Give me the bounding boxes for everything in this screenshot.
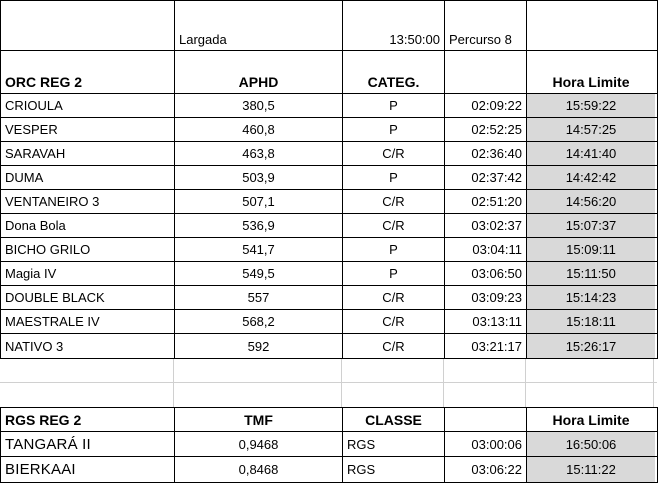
tempo-cell: 03:02:37 — [445, 214, 527, 237]
boat-name-cell: TANGARÁ II — [1, 432, 175, 456]
categ-cell: C/R — [343, 190, 445, 213]
hora-limite-header: Hora Limite — [552, 74, 630, 90]
tempo-cell: 03:06:50 — [445, 262, 527, 285]
spacer-row — [0, 383, 657, 407]
table-row — [1, 142, 657, 166]
categ-cell: C/R — [343, 214, 445, 237]
hora-limite-cell: 15:18:11 — [527, 310, 655, 333]
table-row — [1, 334, 657, 358]
table-row — [1, 432, 657, 457]
aphd-cell: 557 — [175, 286, 343, 309]
tmf-cell: 0,8468 — [175, 457, 343, 482]
tmf-header: TMF — [175, 408, 343, 431]
boat-name-cell: BIERKAAI — [1, 457, 175, 482]
classe-cell: RGS — [343, 457, 445, 482]
info-empty-cell — [1, 1, 175, 50]
hora-limite-cell: 14:57:25 — [527, 118, 655, 141]
spacer-rows — [0, 359, 657, 407]
rgs-header-row — [1, 408, 657, 432]
hora-limite-cell: 15:14:23 — [527, 286, 655, 309]
aphd-cell: 380,5 — [175, 94, 343, 117]
aphd-cell: 503,9 — [175, 166, 343, 189]
hora-limite-cell: 14:56:20 — [527, 190, 655, 213]
boat-name-cell: Magia IV — [1, 262, 175, 285]
orc-class-header: ORC REG 2 — [1, 51, 175, 93]
categ-cell: C/R — [343, 334, 445, 358]
table-row — [1, 166, 657, 190]
orc-header-row — [1, 51, 657, 94]
categ-cell: P — [343, 118, 445, 141]
boat-name-cell: DOUBLE BLACK — [1, 286, 175, 309]
table-row — [1, 190, 657, 214]
tempo-cell: 03:21:17 — [445, 334, 527, 358]
aphd-cell: 536,9 — [175, 214, 343, 237]
hora-limite-header: Hora Limite — [552, 411, 630, 428]
table-row — [1, 94, 657, 118]
aphd-cell: 463,8 — [175, 142, 343, 165]
hora-limite-cell: 15:07:37 — [527, 214, 655, 237]
categ-cell: C/R — [343, 286, 445, 309]
boat-name-cell: VENTANEIRO 3 — [1, 190, 175, 213]
tempo-cell: 03:06:22 — [445, 457, 527, 482]
boat-name-cell: DUMA — [1, 166, 175, 189]
table-row — [1, 118, 657, 142]
categ-cell: P — [343, 94, 445, 117]
start-time-value: 13:50:00 — [343, 1, 445, 50]
boat-name-cell: VESPER — [1, 118, 175, 141]
tempo-cell: 03:04:11 — [445, 238, 527, 261]
categ-header: CATEG. — [343, 51, 445, 93]
table-row — [1, 214, 657, 238]
tempo-cell: 02:36:40 — [445, 142, 527, 165]
percurso-label: Percurso 8 — [445, 1, 527, 50]
boat-name-cell: BICHO GRILO — [1, 238, 175, 261]
categ-cell: C/R — [343, 142, 445, 165]
tempo-header-empty — [445, 408, 527, 431]
aphd-cell: 507,1 — [175, 190, 343, 213]
classe-cell: RGS — [343, 432, 445, 456]
boat-name-cell: CRIOULA — [1, 94, 175, 117]
hora-limite-cell: 14:41:40 — [527, 142, 655, 165]
tempo-cell: 03:09:23 — [445, 286, 527, 309]
spacer-row — [0, 359, 657, 383]
tempo-cell: 02:09:22 — [445, 94, 527, 117]
table-row — [1, 286, 657, 310]
tempo-cell: 02:51:20 — [445, 190, 527, 213]
hora-limite-cell: 15:26:17 — [527, 334, 655, 358]
aphd-cell: 541,7 — [175, 238, 343, 261]
boat-name-cell: SARAVAH — [1, 142, 175, 165]
aphd-cell: 592 — [175, 334, 343, 358]
hora-limite-cell: 15:11:50 — [527, 262, 655, 285]
boat-name-cell: Dona Bola — [1, 214, 175, 237]
rgs-table — [0, 407, 658, 483]
categ-cell: P — [343, 262, 445, 285]
categ-cell: P — [343, 238, 445, 261]
boat-name-cell: NATIVO 3 — [1, 334, 175, 358]
hora-limite-cell: 14:42:42 — [527, 166, 655, 189]
hora-limite-cell: 16:50:06 — [527, 432, 655, 456]
tempo-cell: 03:00:06 — [445, 432, 527, 456]
table-row — [1, 310, 657, 334]
info-empty-cell — [527, 1, 655, 50]
aphd-cell: 549,5 — [175, 262, 343, 285]
hora-limite-cell: 15:59:22 — [527, 94, 655, 117]
race-info-row — [1, 1, 657, 51]
largada-label: Largada — [175, 1, 343, 50]
aphd-cell: 568,2 — [175, 310, 343, 333]
tempo-header-empty — [445, 51, 527, 93]
tempo-cell: 03:13:11 — [445, 310, 527, 333]
table-row — [1, 262, 657, 286]
classe-header: CLASSE — [343, 408, 445, 431]
boat-name-cell: MAESTRALE IV — [1, 310, 175, 333]
table-row — [1, 457, 657, 482]
aphd-header: APHD — [175, 51, 343, 93]
categ-cell: C/R — [343, 310, 445, 333]
rgs-class-header: RGS REG 2 — [1, 408, 175, 431]
aphd-cell: 460,8 — [175, 118, 343, 141]
hora-limite-cell: 15:11:22 — [527, 457, 655, 482]
tempo-cell: 02:37:42 — [445, 166, 527, 189]
categ-cell: P — [343, 166, 445, 189]
tmf-cell: 0,9468 — [175, 432, 343, 456]
table-row — [1, 238, 657, 262]
hora-limite-cell: 15:09:11 — [527, 238, 655, 261]
tempo-cell: 02:52:25 — [445, 118, 527, 141]
